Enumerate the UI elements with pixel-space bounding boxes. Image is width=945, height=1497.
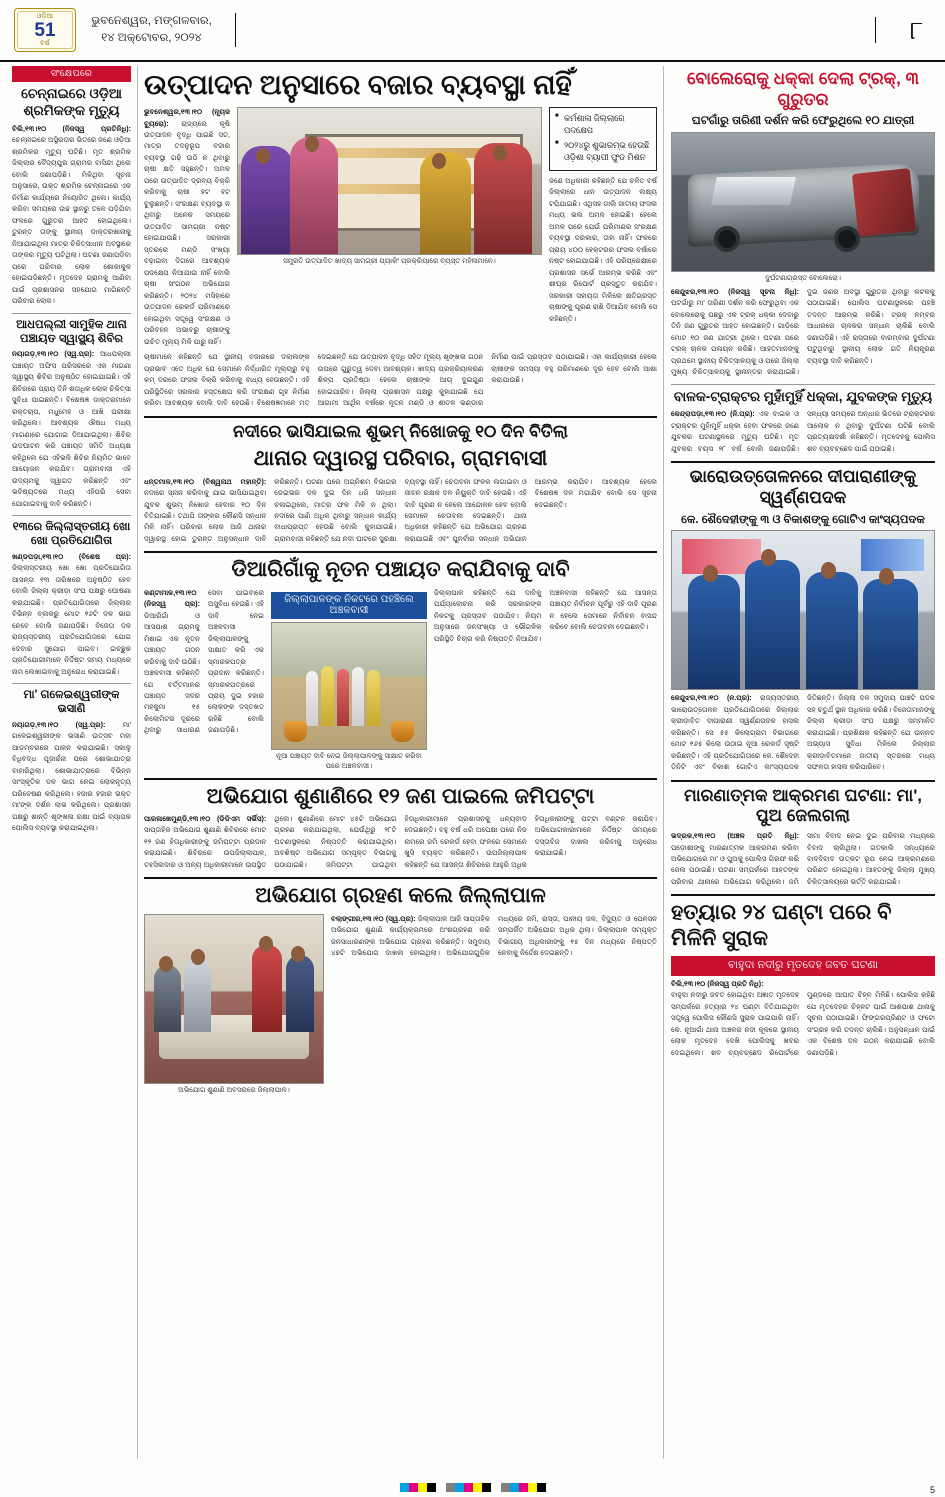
brief-2-headline: ଆଧପଲ୍ଲୀ ସାମୁହିକ ଥାନା ପଞ୍ଚାୟତ ସ୍ୱାସ୍ଥ୍ୟ ଶିବିର: [16, 318, 127, 345]
face-4: [493, 145, 507, 161]
swatch-magenta: [519, 1483, 528, 1492]
bolero-body: [671, 287, 935, 379]
planter-left: [284, 721, 307, 741]
logo-ring: [17, 11, 73, 49]
river-story-headline: ଥାନାର ଦ୍ୱାରସ୍ଥ ପରିବାର, ଗ୍ରାମବାସୀ: [253, 447, 548, 471]
person-3: [420, 152, 472, 254]
youth-headline: ବାଳକ-ଟ୍ରାକ୍ଟର ମୁହାଁମୁହିଁ ଧକ୍କା, ଯୁବକଙ୍କ ମୃତ୍ୟୁ: [673, 388, 933, 404]
divider: [12, 515, 131, 516]
lead-para-2: ସରକାରୀ ସ୍ତରରେ ମଣ୍ଡି ସଂଖ୍ୟା ବଢ଼ାଇବା ଦିଗରେ ଆବଶ୍ୟକ ପଦକ୍ଷେପ ନିଆଯାଉ ନାହିଁ ବୋଲି ଚାଷୀ ସଂଗଠନ ଅଭିଯୋଗ କରିଛନ୍ତି। ୨୦୨୪ ମସିହାରେ ଉତ୍ପାଦନ ରେକର୍ଡ ପରିମାଣରେ ହୋଇଥିବା ସତ୍ତ୍ୱେ ସଂରକ୍ଷଣ ଓ ପରିବହନ ଅଭାବରୁ ଚାଷୀଙ୍କୁ ଉଚିତ ମୂଲ୍ୟ ମିଳି ପାରୁ ନାହିଁ।: [144, 234, 230, 346]
swatch-gray: [446, 1483, 455, 1492]
swatch-cyan: [455, 1483, 464, 1492]
planter-right: [391, 721, 414, 741]
backdrop-banner-right: [861, 539, 924, 571]
weightlifting-body-1: ରାଜ୍ୟସ୍ତରୀୟ ଭାରୋଉତ୍ତୋଳନ ପ୍ରତିଯୋଗିତାରେ ଜିଲ୍ଲାର କ୍ରୀଡ଼ାବିତ ଦୀପାରାଣୀ ସ୍ୱର୍ଣ୍ଣପଦକ ହାସଲ କରିଛନ୍ତି। ସେ ୫୫ କିଲୋଗ୍ରାମ ବିଭାଗରେ ମୋଟ ୧୬୫ କିଲୋ ଉଠାଇ ନୂଆ ରେକର୍ଡ ସୃଷ୍ଟି କରିଛନ୍ତି।: [671, 694, 799, 760]
bolero-body-1: ଘଟଗାଁରୁ ମା' ତାରିଣୀ ଦର୍ଶନ କରି ଫେରୁଥିବା ଏକ ବୋଲେରୋକୁ ପଛରୁ ଏକ ଟ୍ରକ୍ ଧକ୍କା ଦେବାରୁ ତିନି ଜଣ ଗୁରୁତର ଆହତ ହୋଇଛନ୍ତି। ଗାଡ଼ିରେ ମୋଟ ୧୦ ଜଣ ଯାତ୍ରୀ ଥିଲେ।: [671, 299, 799, 342]
face-4: [291, 946, 305, 962]
land-headline: ଅଭିଯୋଗ ଶୁଣାଣିରେ ୧୨ ଜଣ ପାଇଲେ ଜମିପଟ୍ଟା: [206, 784, 595, 808]
lead-photo-block: [237, 107, 542, 348]
divider: [12, 683, 131, 684]
weightlifting-dateline: କେନ୍ଦୁଝର,୧୩।୧୦ (ନ.ପ୍ର):: [671, 694, 752, 703]
panchayat-photo-caption: ନୂଆ ପଞ୍ଚାୟତ ଦାବି ନେଇ ଜିଲ୍ଲାପାଳଙ୍କୁ ସାକ୍ଷାତ କରିବା ପରେ ଅଞ୍ଚଳବାସୀ।: [276, 753, 422, 770]
land-body-4: ଉପଜିଲ୍ଲାପାଳ କହିଛନ୍ତି ଯେ ଆସନ୍ତା ଶିବିରରେ ଆହୁରି ଅଧିକ ହିତାଧିକାରୀଙ୍କୁ ପଟ୍ଟା ବଣ୍ଟନ କରାଯିବ। ଅଭିଯୋଗକାରୀମାନେ ନିର୍ଦ୍ଦିଷ୍ଟ ସମୟରେ ଦସ୍ତାବିଜ ଦାଖଲ କରିବାକୁ ଅନୁରୋଧ କରାଯାଇଛି।: [404, 814, 657, 869]
collector-body-2: ଅଭିଯୋଗଗୁଡ଼ିକ ମଧ୍ୟରେ ଜମି, ରାସ୍ତା, ପାନୀୟ ଜଳ, ବିଦ୍ୟୁତ ଓ ପେନସନ ସମ୍ପର୍କିତ ଅଭିଯୋଗ ଅଧିକ ଥିଲା। ଜିଲ୍ଲାପାଳ ସମ୍ପୃକ୍ତ ବିଭାଗୀୟ ଅଧିକାରୀଙ୍କୁ ୧୫ ଦିନ ମଧ୍ୟରେ ନିଷ୍ପତ୍ତି ନେବାକୁ ନିର୍ଦ୍ଦେଶ ଦେଇଛନ୍ତି।: [446, 914, 657, 957]
swatch-yellow: [528, 1483, 537, 1492]
panchayat-dateline: କଣ୍ଟାମାଳ,୧୩।୧୦ (ନିଜସ୍ୱ ପ୍ର):: [144, 588, 200, 609]
masthead: [0, 0, 945, 62]
wheel-rear: [834, 226, 860, 252]
panchayat-body-1: ଡିଆରିଗାଁ ଓ ଆସପାଶ ଗ୍ରାମକୁ ମିଶାଇ ଏକ ନୂତନ ପଞ୍ଚାୟତ ଗଠନ କରିବାକୁ ଦାବି ଉଠିଛି। ଅଞ୍ଚଳବାସୀ କହିଛନ୍ତି ଯେ ବର୍ତ୍ତମାନର ପଞ୍ଚାୟତ ସଦର ମହକୁମା ୧୫ କିଲୋମିଟର ଦୂରରେ ଥିବାରୁ ସାଧାରଣ ସେବା ପାଇବାରେ ଅସୁବିଧା ହେଉଛି।: [144, 588, 264, 735]
divider: [144, 416, 657, 418]
lead-bullet-1: ■ କର୍ମଶାଳା ଜିଲ୍ଲାରେ ପଦକ୍ଷେପ: [555, 112, 651, 137]
athlete-2: [745, 560, 800, 690]
panchayat-body-3: ଜିଲ୍ଲାପାଳ କହିଛନ୍ତି ଯେ ଦାବିକୁ ପର୍ଯ୍ୟାଲୋଚନା କରି ସରକାରଙ୍କ ନିକଟକୁ ପ୍ରସ୍ତାବ ପଠାଯିବ। ନିୟମ ଅନୁସାରେ ଜନସଂଖ୍ୟା ଓ ଭୌଗଳିକ ପରିସ୍ଥିତି ବିଚାର କରି ନିଷ୍ପତ୍ତି ନିଆଯିବ।: [434, 588, 542, 643]
youth-dateline: କେନ୍ଦ୍ରାପଡ଼ା,୧୩।୧୦ (ନି.ପ୍ର):: [671, 410, 755, 419]
athlete-4: [863, 579, 918, 690]
person-4: [286, 955, 314, 1032]
bolero-subhead: ଘଟଗାଁରୁ ତାରିଣୀ ଦର୍ଶନ କରି ଫେରୁଥିଲେ ୧୦ ଯାତ୍ରୀ: [691, 115, 915, 128]
panchayat-headline: ଡିଆରିଗାଁକୁ ନୂତନ ପଞ୍ଚାୟତ କରାଯିବାକୁ ଦାବି: [231, 558, 570, 582]
collectorate-delegation-photo: [271, 622, 427, 750]
weightlifting-headline: ଭାରୋଉତ୍ତୋଳନରେ ଦୀପାରାଣୀଙ୍କୁ ସ୍ୱର୍ଣ୍ଣପଦକ: [689, 467, 917, 508]
face-1: [159, 956, 173, 972]
person-3: [252, 945, 282, 1032]
brief-3-headline: ୧୩ରେ ଜିଲ୍ଲାସ୍ତରୀୟ ଖୋ ଖୋ ପ୍ରତିଯୋଗିତା: [12, 521, 131, 548]
divider: [671, 461, 935, 463]
briefs-kicker: ସଂକ୍ଷେପରେ: [12, 66, 131, 82]
river-body-1: ନଦୀରେ ସ୍ନାନ କରିବାକୁ ଯାଇ ଭାସିଯାଇଥିବା ଯୁବକ ଶୁଭମ୍ ନିଖୋଜ ହେବାର ୧୦ ଦିନ ବିତିଯାଇଛି। ତଥାପି ତାଙ୍କର କୌଣସି ସନ୍ଧାନ ମିଳି ନାହିଁ। ପରିବାର ଲୋକ ଆଜି ଥାନାର ଦ୍ୱାରସ୍ଥ ହୋଇ ତୁରନ୍ତ ଅନୁସନ୍ଧାନ ଦାବି କରିଛନ୍ତି।: [144, 477, 303, 543]
lead-body-columns: [144, 352, 657, 409]
lead-sidebar: [549, 107, 657, 348]
land-body: [144, 814, 657, 871]
murder-dateline-line: [671, 979, 935, 990]
divider: [12, 313, 131, 314]
lead-sidebar-text: ଜଣେ ଅଧିକାରୀ କହିଛନ୍ତି ଯେ ଚଳିତ ବର୍ଷ ଜିଲ୍ଲାରେ ଧାନ ଉତ୍ପାଦନ ଲକ୍ଷ୍ୟ ଟପିଯାଇଛି। ଏଥିସହ ଡାଲି ଜାତୀୟ ଫସଲ ମଧ୍ୟ ଭଲ ଅମଳ ହୋଇଛି। ହେଲେ ଅମଳ ପରେ ଯେଉଁ ପରିମାଣର ସଂରକ୍ଷଣ ବ୍ୟବସ୍ଥା ଦରକାର, ତାହା ନାହିଁ। ଫଳରେ ପ୍ରାୟ ୪୦୦ ହେକ୍ଟରର ଫସଲ ବର୍ଷାରେ ନଷ୍ଟ ହୋଇଯାଇଛି। ଏହି ପରିପ୍ରେକ୍ଷୀରେ ପ୍ରଶାସନ ସର୍ଭେ ଆରମ୍ଭ କରିଛି ଏବଂ ଶୀଘ୍ର ରିପୋର୍ଟ ପ୍ରସ୍ତୁତ କରାଯିବ। ସରକାରୀ ସହାୟତା ମିଳିଲେ କ୍ଷତିଗ୍ରସ୍ତ ଚାଷୀଙ୍କୁ ପୂରଣ ରାଶି ଦିଆଯିବ ବୋଲି ସେ କହିଛନ୍ତି।: [549, 176, 657, 323]
bolero-body-2: ଘଟଣା ପରେ ଟ୍ରକ୍ ଚାଳକ ପଳାୟନ କରିଛି। ଆହତମାନଙ୍କୁ ପ୍ରଥମେ ସ୍ଥାନୀୟ ଚିକିତ୍ସାଳୟକୁ ଓ ପରେ ଜିଲ୍ଲା ମୁଖ୍ୟ ଚିକିତ୍ସାଳୟକୁ ସ୍ଥାନାନ୍ତର କରାଯାଇଛି। ଦୁଇ ଜଣର ଅବସ୍ଥା ଗୁରୁତର ଥିବାରୁ କଟକକୁ ପଠାଯାଇଛି।: [671, 287, 935, 377]
main-column: [138, 66, 663, 1459]
registration-color-bar: [0, 1481, 945, 1493]
attack-body: [671, 831, 935, 888]
face-3: [259, 936, 273, 952]
grievance-hearing-photo: [144, 914, 324, 1084]
youth-body-1: ଏକ ବାଇକ ଓ ଟ୍ରାକ୍ଟର ମୁହାଁମୁହିଁ ଧକ୍କା ହେବା ଫଳରେ ଜଣେ ଯୁବକର ଘଟଣାସ୍ଥଳରେ ମୃତ୍ୟୁ ଘଟିଛି। ମୃତ ଯୁବକର ବୟସ ୨୮ ବର୍ଷ ବୋଲି ଜଣାପଡ଼ିଛି।: [671, 410, 799, 453]
person-2: [321, 666, 333, 726]
bolero-photo-caption: ଦୁର୍ଘଟଣାଗ୍ରସ୍ତ ବୋଲେରୋ।: [765, 274, 841, 282]
lead-body-1: ଚାଷୀମାନେ କହିଛନ୍ତି ଯେ ସ୍ଥାନୀୟ ବଜାରରେ ଦଲାଲଙ୍କ ପ୍ରଭାବ ଏତେ ଅଧିକ ଯେ ସେମାନେ ନିର୍ଦ୍ଧାରିତ ମୂଲ୍ୟରୁ ବହୁ କମ୍ ଦରରେ ଫସଲ ବିକ୍ରି କରିବାକୁ ବାଧ୍ୟ ହେଉଛନ୍ତି। ଏହି ପରିସ୍ଥିତିରେ ସରକାର ହସ୍ତକ୍ଷେପ କରି ସଂରକ୍ଷଣ ଗୃହ ନିର୍ମାଣ କରିବା ଆବଶ୍ୟକ ବୋଲି ଦାବି ହେଉଛି।: [144, 353, 310, 408]
wrecked-suv-photo: [671, 132, 935, 272]
brief-1-text: ଚେନ୍ନାଇରେ ଅସ୍ଥିରତାର ଭିତରେ ଜଣେ ଓଡ଼ିଆ ଶ୍ରମିକର ମୃତ୍ୟୁ ଘଟିଛି। ମୃତ ଶ୍ରମିକ ଜିଲ୍ଲାର ବୈଦ୍ୟପୁର ଗ୍ରାମର ବାସିନ୍ଦା ଥିଲେ ବୋଲି ଜଣାପଡ଼ିଛି। ମିଳିଥିବା ସୂଚନା ଅନୁସାରେ, ଉକ୍ତ ଶ୍ରମିକ ଚେନ୍ନାଇରେ ଏକ ନିର୍ମାଣ କାର୍ଯ୍ୟରେ ନିୟୋଜିତ ଥିଲେ। କାର୍ଯ୍ୟ କରିବା ସମୟରେ ଉଚ୍ଚ ସ୍ଥାନରୁ ତଳେ ପଡ଼ିଯିବା ଫଳରେ ଗୁରୁତର ଆହତ ହୋଇଥିଲେ। ତୁରନ୍ତ ତାଙ୍କୁ ସ୍ଥାନୀୟ ଡାକ୍ତରଖାନାକୁ ନିଆଯାଇଥିଲା ମାତ୍ର ଚିକିତ୍ସାଧୀନ ଅବସ୍ଥାରେ ତାଙ୍କର ମୃତ୍ୟୁ ଘଟିଥିଲା। ଘଟଣା ଜଣାପଡ଼ିବା ପରେ ପରିବାର ଲୋକ ଶୋକାକୁଳ ହୋଇପଡ଼ିଛନ୍ତି। ମୃତଦେହ ଗ୍ରାମକୁ ଆଣିବା ପାଇଁ ପ୍ରଶାସନର ସହଯୋଗ ମାଗିଛନ୍ତି ପରିବାର ଲୋକ।: [12, 136, 131, 306]
swatch-black: [427, 1483, 436, 1492]
lead-photo-caption: ସମ୍ପ୍ରତି ଉତ୍ପାଦିତ ଖାଦ୍ୟ ସାମଗ୍ରୀ ପ୍ୟାକିଂ ପ୍ରକ୍ରିୟାରେ ବ୍ୟସ୍ତ ମହିଳାମାନେ।: [283, 258, 496, 266]
collector-block: [144, 914, 657, 1096]
face-1: [256, 148, 270, 164]
panchayat-photo-banner: ଜିଲ୍ଲାପାଳଙ୍କ ନିକଟରେ ପହଞ୍ଚିଲେ ଅଞ୍ଚଳବାସୀ: [271, 592, 427, 620]
person-2: [184, 958, 211, 1032]
brief-4-dateline: ନୟାଗଡ଼,୧୩।୧୦ (ସ୍ୱ.ପ୍ର):: [12, 720, 106, 729]
color-group-3: [501, 1483, 546, 1492]
crash-damage: [852, 169, 916, 238]
swatch-cyan: [400, 1483, 409, 1492]
swatch-yellow: [418, 1483, 427, 1492]
brief-4-text: ମା' ଗଳେଇଶ୍ୱରୀଙ୍କ ଭସାଣି ଉତ୍ସବ ମହା ଆଡ଼ମ୍ବରରେ ପାଳନ କରାଯାଇଛି। ସକାଳୁ ବିଧିବଦ୍ଧ ପୂଜାର୍ଚ୍ଚନା ପରେ ଶୋଭାଯାତ୍ରା ବାହାରିଥିଲା। ଶୋଭାଯାତ୍ରାରେ ବିଭିନ୍ନ ସାଂସ୍କୃତିକ ଦଳ ଭାଗ ନେଇ ଲୋକନୃତ୍ୟ ପରିବେଷଣ କରିଥିଲେ। ହଜାର ହଜାର ଭକ୍ତ ମା'ଙ୍କ ଦର୍ଶନ ଲାଭ କରିଥିଲେ। ପ୍ରଶାସନ ପକ୍ଷରୁ ଶାନ୍ତି ଶୃଙ୍ଖଳା ରକ୍ଷା ପାଇଁ ବ୍ୟାପକ ପୋଲିସ ବ୍ୟବସ୍ଥା କରାଯାଇଥିଲା।: [12, 720, 131, 833]
building-backdrop: [272, 623, 426, 676]
swatch-magenta: [409, 1483, 418, 1492]
panchayat-right-text: [434, 588, 657, 772]
land-body-2: ଶୁଣାଣିରେ ମୋଟ ୪୫ଟି ଅଭିଯୋଗ ଗ୍ରହଣ କରାଯାଇଥିଲା, ଯେଉଁଥିରୁ ୨୮ଟି ଘଟଣାସ୍ଥଳରେ ନିଷ୍ପତ୍ତି କରାଯାଇଥିଲା। ଅବଶିଷ୍ଟ ଅଭିଯୋଗ ସମ୍ପୃକ୍ତ ବିଭାଗକୁ ପଠାଯାଇଛି।: [274, 814, 397, 869]
wheel-front: [714, 226, 740, 252]
murder-body-2: କେ. ନୂଆଗାଁ ଥାନା ଅଞ୍ଚଳର ନଦୀ କୂଳରେ ସ୍ଥାନୀୟ ଲୋକ ମୃତଦେହ ଦେଖି ପୋଲିସକୁ ଖବର ଦେଇଥିଲେ। ଶବ ବ୍ୟବଚ୍ଛେଦ ରିପୋର୍ଟରେ ମୁଣ୍ଡରେ ଆଘାତ ଚିହ୍ନ ମିଳିଛି।: [671, 991, 894, 1057]
lead-body-2: ବିଶେଷଜ୍ଞମାନେ ମତ ଦେଇଛନ୍ତି ଯେ ଉତ୍ପାଦନ ବୃଦ୍ଧି ସହିତ ମୂଲ୍ୟ ଶୃଙ୍ଖଳା ଗଠନ ଉପରେ ଗୁରୁତ୍ୱ ଦେବା ଆବଶ୍ୟକ। ଖାଦ୍ୟ ପ୍ରକ୍ରିୟାକରଣ ଶିଳ୍ପ ପ୍ରତିଷ୍ଠା ହେଲେ ଚାଷୀଙ୍କ ଆୟ ଦୁଇଗୁଣ ହୋଇପାରିବ।: [256, 353, 484, 408]
right-column: [663, 66, 935, 1459]
masthead-date: ୧୪ ଅକ୍ଟୋବର, ୨୦୨୪: [101, 32, 202, 44]
weightlifting-subhead: କେ. ଶୈଦେହୀଙ୍କୁ ୩ ଓ ବିକାଶଙ୍କୁ ଗୋଟିଏ କାଂସ୍ୟପଦକ: [681, 513, 925, 526]
collector-photo-caption: ଅଭିଯୋଗ ଶୁଣାଣି ଅବସରରେ ଜିଲ୍ଲାପାଳ।: [178, 1086, 290, 1094]
swatch-cyan: [510, 1483, 519, 1492]
weightlifting-body-3: ବିଜେତାମାନଙ୍କୁ ଜିଲ୍ଲା କ୍ରୀଡ଼ା ସଂଘ ପକ୍ଷରୁ ସମ୍ମାନିତ କରାଯାଇଛି। ପ୍ରଶିକ୍ଷକ କହିଛନ୍ତି ଯେ ଉନ୍ନତ ଅଭ୍ୟାସ ସୁବିଧା ମିଳିଲେ ଜିଲ୍ଲାର କ୍ରୀଡ଼ାବିତମାନେ ଜାତୀୟ ସ୍ତରରେ ମଧ୍ୟ ସଫଳତା ହାସଲ କରିପାରିବେ।: [807, 705, 935, 772]
river-story-kicker: ନଦୀରେ ଭାସିଯାଇଲ ଶୁଭମ୍ ନିଖୋଜକୁ ୧୦ ଦିନ ବିତିଲା: [232, 421, 568, 441]
attack-body-2: ଜମି ସୀମା ବିବାଦ ନେଇ ଦୁଇ ପରିବାର ମଧ୍ୟରେ ବିବାଦ ଚାଲିଥିଲା। ଗତକାଲି ସନ୍ଧ୍ୟାରେ ବାଦବିବାଦ ଉତ୍କଟ ରୂପ ନେଇ ଆକ୍ରମଣରେ ପରିଣତ ହୋଇଥିଲା। ଆହତଙ୍କୁ ଜିଲ୍ଲା ମୁଖ୍ୟ ଚିକିତ୍ସାଳୟରେ ଭର୍ତ୍ତି କରାଯାଇଛି।: [788, 832, 935, 886]
murder-subhead-band: ବାହୁଦା ନଦୀରୁ ମୃତଦେହ ଜବତ ଘଟଣା: [671, 956, 935, 976]
face-4: [879, 568, 894, 585]
attack-dateline: ଭଦ୍ରକ,୧୩।୧୦ (ଅଞ୍ଚଳ ପ୍ରତି ନିଧି):: [671, 832, 799, 841]
newspaper-logo: [14, 8, 76, 52]
brief-4-body: [12, 720, 131, 835]
lead-para-1: ରାଜ୍ୟରେ କୃଷି ଉତ୍ପାଦନ ବୃଦ୍ଧି ପାଇଛି ସତ, ମାତ୍ର ତଦନୁରୂପ ବଜାର ବ୍ୟବସ୍ଥା ଗଢ଼ି ଉଠି ନ ଥିବାରୁ ଚାଷୀ କ୍ଷତି ସହୁଛନ୍ତି। ଅମଳ ପରେ ଉତ୍ପାଦିତ ଦ୍ରବ୍ୟ ବିକ୍ରି କରିବାକୁ ଚାଷୀ ହଟ ହଟ ବୁଲୁଛନ୍ତି। ସଂରକ୍ଷଣ ବ୍ୟବସ୍ଥା ନ ଥିବାରୁ ଅନେକ ସମୟରେ ଉତ୍ପାଦିତ ସାମଗ୍ରୀ ନଷ୍ଟ ହୋଇଯାଉଛି।: [144, 119, 230, 243]
face-2: [761, 549, 776, 566]
weightlifting-body-2: ଏହି ପ୍ରତିଯୋଗିତାରେ କେ. ଶୈଦେହୀ ତିନିଟି ଏବଂ ବିକାଶ ଗୋଟିଏ କାଂସ୍ୟପଦକ ଜିତିଛନ୍ତି। ଜିଲ୍ଲା ଦଳ ସମୁଦାୟ ପାଞ୍ଚଟି ପଦକ ସହ ଚତୁର୍ଥ ସ୍ଥାନ ଅଧିକାର କରିଛି।: [671, 694, 935, 772]
brief-1-headline: ଚେନ୍ନାଇରେ ଓଡ଼ିଆ ଶ୍ରମିକଙ୍କ ମୃତ୍ୟୁ: [21, 86, 122, 118]
bolero-dateline: କେନ୍ଦୁଝର,୧୩।୧୦ (ନିଜସ୍ୱ ସୂଚନା ନିଧି):: [671, 287, 799, 296]
murder-body: [671, 990, 935, 1059]
collector-photo-block: [144, 914, 324, 1096]
land-dateline: ପାରଳାଖେମୁଣ୍ଡି,୧୩।୧୦ (ଡିଡିଏମ ସର୍ଭିସ):: [144, 814, 267, 823]
logo-top-text: ଓଡ଼ିଆ: [36, 12, 54, 20]
brief-1-dateline: ବିଲି,୧୩।୧୦ (ନିଜସ୍ୱ ପ୍ରତିନିଧି):: [12, 124, 131, 133]
collector-headline: ଅଭିଯୋଗ ଗ୍ରହଣ କଲେ ଜିଲ୍ଲାପାଳ: [255, 884, 546, 908]
bolero-body-3: ପୋଲିସ ଘଟଣାସ୍ଥଳରେ ପହଞ୍ଚି ତଦନ୍ତ ଆରମ୍ଭ କରିଛି। ଟ୍ରକ୍ ନମ୍ବର ଆଧାରରେ ଚାଳକର ସନ୍ଧାନ ଚାଲିଛି ବୋଲି ଜଣାପଡ଼ିଛି। ଏହି ରାସ୍ତାରେ ବାରମ୍ବାର ଦୁର୍ଘଟଣା ଘଟୁଥିବାରୁ ସ୍ଥାନୀୟ ଲୋକ ଗତି ନିୟନ୍ତ୍ରଣ ବ୍ୟବସ୍ଥା ଦାବି କରିଛନ୍ତି।: [807, 299, 935, 365]
color-group-1: [400, 1483, 436, 1492]
divider: [671, 780, 935, 782]
collector-dateline: ବଲାଙ୍ଗୀର,୧୩।୧୦ (ସ୍ୱ.ପ୍ର):: [331, 914, 416, 923]
river-story-body: [144, 477, 657, 546]
divider: [671, 894, 935, 896]
divider: [144, 778, 657, 780]
panchayat-body-2: ଏହି ଦାବି ନେଇ ଅଞ୍ଚଳବାସୀ ଜିଲ୍ଲାପାଳଙ୍କୁ ସାକ୍ଷାତ କରି ଏକ ସ୍ମାରକପତ୍ର ପ୍ରଦାନ କରିଛନ୍ତି। ସ୍ମାରକପତ୍ରରେ ପ୍ରାୟ ଦୁଇ ହଜାର ଲୋକଙ୍କ ଦସ୍ତଖତ ରହିଛି ବୋଲି ଜଣାପଡ଼ିଛି।: [208, 600, 264, 735]
swatch-yellow: [473, 1483, 482, 1492]
lead-intro-text: [144, 107, 230, 348]
river-body-3: ଗ୍ରାମବାସୀ କହିଛନ୍ତି ଯେ ନଦୀ ଘାଟରେ ସୁରକ୍ଷା ବ୍ୟବସ୍ଥା ନାହିଁ। ଚେତାବନୀ ଫଳକ ଲଗାଇବା ଓ ଜୀବନ ରକ୍ଷକ ଦଳ ନିୟୁକ୍ତି ଦାବି ହେଉଛି। ଏହି ଦାବି ପୂରଣ ନ ହେଲେ ଆନ୍ଦୋଳନ ହେବ ବୋଲି ସେମାନେ ଚେତାବନୀ ଦେଇଛନ୍ତି।: [274, 477, 527, 543]
page-content: [0, 62, 945, 1459]
page-number: 5: [929, 1485, 935, 1495]
youth-body: [671, 409, 935, 455]
murder-headline: ହତ୍ୟାର ୨୪ ଘଣ୍ଟା ପରେ ବି ମିଳିନି ସୁରାକ: [671, 901, 892, 950]
divider: [144, 877, 657, 879]
masthead-page-mark: ୮: [875, 17, 935, 43]
left-column: [12, 66, 138, 1459]
lead-body-3: ଜିଲ୍ଲା ପ୍ରଶାସନ ପକ୍ଷରୁ କୁହାଯାଇଛି ଯେ ଆଗାମୀ ଆର୍ଥିକ ବର୍ଷରେ ନୂତନ ମଣ୍ଡି ଓ ଶୀତଳ ଭଣ୍ଡାର ନିର୍ମାଣ ପାଇଁ ପ୍ରସ୍ତାବ ପଠାଯାଇଛି। ଏହା କାର୍ଯ୍ୟକାରୀ ହେଲେ ଚାଷୀଙ୍କ ସମସ୍ୟା ବହୁ ପରିମାଣରେ ଦୂର ହେବ ବୋଲି ଆଶା କରାଯାଉଛି।: [317, 353, 657, 408]
swatch-gray: [501, 1483, 510, 1492]
windshield: [711, 177, 795, 205]
lead-bullet-box: [549, 107, 657, 171]
collector-body-1: ଜିଲ୍ଲାପାଳ ଆଜି ସାପ୍ତାହିକ ଅଭିଯୋଗ ଶୁଣାଣି କାର୍ଯ୍ୟକ୍ରମରେ ଅଂଶଗ୍ରହଣ କରି ଜନସାଧାରଣଙ୍କ ଅଭିଯୋଗ ଗ୍ରହଣ କରିଛନ୍ତି। ସମୁଦାୟ ୪୭ଟି ଅଭିଯୋଗ ଦାଖଲ ହୋଇଥିଲା।: [331, 914, 490, 957]
person-1: [306, 671, 318, 726]
bakery-women-photo: [237, 107, 542, 255]
river-body-4: ଥାନା ଅଧିକାରୀ କହିଛନ୍ତି ଯେ ଅଭିଯୋଗ ଗ୍ରହଣ କରାଯାଇଛି ଏବଂ ପୁନର୍ବାର ସନ୍ଧାନ ଅଭିଯାନ ଆରମ୍ଭ କରାଯିବ। ଆବଶ୍ୟକ ହେଲେ ବିଶେଷଜ୍ଞ ଦଳ ମଗାଯିବ ବୋଲି ସେ ସୂଚନା ଦେଇଛନ୍ତି।: [404, 477, 657, 543]
panchayat-body-4: ଅଞ୍ଚଳବାସୀ କହିଛନ୍ତି ଯେ ଆସନ୍ତା ପଞ୍ଚାୟତ ନିର୍ବାଚନ ପୂର୍ବରୁ ଏହି ଦାବି ପୂରଣ ନ ହେଲେ ସେମାନେ ନିର୍ବାଚନ ବାସନ୍ଦ କରିବେ ବୋଲି ଚେତାବନୀ ଦେଇଛନ୍ତି।: [549, 588, 657, 632]
youth-body-2: ସନ୍ଧ୍ୟା ସମୟରେ ଅନ୍ଧାର ଭିତରେ ଟ୍ରାକ୍ଟରର ଆଲୋକ ନ ଥିବାରୁ ଦୁର୍ଘଟଣା ଘଟିଛି ବୋଲି ପ୍ରତ୍ୟକ୍ଷଦର୍ଶୀ କହିଛନ୍ତି। ମୃତଦେହକୁ ପୋଲିସ ଶବ ବ୍ୟବଚ୍ଛେଦ ପାଇଁ ପଠାଇଛି।: [807, 410, 935, 453]
face-3: [821, 562, 836, 579]
river-body-2: ଘଟଣା ପରେ ଅଗ୍ନିଶମ ବିଭାଗର ଡେଇଭର ଦଳ ଦୁଇ ଦିନ ଧରି ସନ୍ଧାନ ଚଳାଇଥିଲେ, ମାତ୍ର ଫଳ ମିଳି ନ ଥିଲା। ନଦୀରେ ପାଣି ଅଧିକ ଥିବାରୁ ସନ୍ଧାନ କାର୍ଯ୍ୟ ବାଧାପ୍ରାପ୍ତ ହେଉଛି ବୋଲି କୁହାଯାଇଛି।: [274, 477, 397, 532]
masthead-dateline: [86, 13, 236, 48]
athlete-3: [806, 572, 858, 689]
person-2: [290, 137, 338, 254]
color-group-2: [446, 1483, 491, 1492]
attack-body-1: ପଡ଼ୋଶୀଙ୍କୁ ମାରଣାତ୍ମକ ଆକ୍ରମଣ କରିବା ଅଭିଯୋଗରେ ମା' ଓ ପୁଅକୁ ପୋଲିସ ଗିରଫ କରି ଜେଲ ପଠାଇଛି। ଘଟଣା ସମ୍ପର୍କରେ ଆହତଙ୍କ ପରିବାର ଥାନାରେ ଅଭିଯୋଗ କରିଥିଲେ।: [671, 843, 799, 886]
medal-winners-photo: [671, 530, 935, 690]
person-5: [367, 670, 379, 727]
swatch-magenta: [464, 1483, 473, 1492]
land-body-1: ସାପ୍ତାହିକ ଅଭିଯୋଗ ଶୁଣାଣି ଶିବିରରେ ମୋଟ ୧୨ ଜଣ ହିତାଧିକାରୀଙ୍କୁ ଜମିପଟ୍ଟା ପ୍ରଦାନ କରାଯାଇଛି। ଶିବିରରେ ଉପଜିଲ୍ଲାପାଳ, ତହସିଲଦାର ଓ ଅନ୍ୟ ଅଧିକାରୀମାନେ ଉପସ୍ଥିତ ଥିଲେ।: [144, 814, 293, 869]
brief-2-text: ଆଧପଲ୍ଲୀ ପଞ୍ଚାୟତ ଅଫିସ ପରିସରରେ ଏକ ମାଗଣା ସ୍ୱାସ୍ଥ୍ୟ ଶିବିର ଅନୁଷ୍ଠିତ ହୋଇଯାଇଛି। ଏହି ଶିବିରରେ ପ୍ରାୟ ତିନି ଶତାଧିକ ଲୋକ ଚିକିତ୍ସା ସୁବିଧା ପାଇଛନ୍ତି। ବିଶେଷଜ୍ଞ ଡାକ୍ତରମାନେ ରକ୍ତଚାପ, ମଧୁମେହ ଓ ଆଖି ପରୀକ୍ଷା କରିଥିଲେ। ଆବଶ୍ୟକ ଔଷଧ ମଧ୍ୟ ମାଗଣାରେ ଯୋଗାଇ ଦିଆଯାଇଥିଲା। ଶିବିର ଉଦଘାଟନ କରି ପଞ୍ଚାୟତ ସମିତି ଅଧ୍ୟକ୍ଷ କହିଥିଲେ ଯେ ଏହିଭଳି ଶିବିର ନିୟମିତ ଭାବେ ଆୟୋଜନ କରାଯିବ। ଗ୍ରାମବାସୀ ଏହି ଉଦ୍ୟମକୁ ସ୍ୱାଗତ କରିଛନ୍ତି ଏବଂ ଭବିଷ୍ୟତରେ ମଧ୍ୟ ଏହିପରି ସେବା ଯୋଗାଇବାକୁ ଦାବି କରିଛନ୍ତି।: [12, 350, 131, 508]
brief-3-text: ଜିଲ୍ଲାସ୍ତରୀୟ ଖୋ ଖୋ ପ୍ରତିଯୋଗିତା ଆସନ୍ତା ୧୩ ତାରିଖରେ ଅନୁଷ୍ଠିତ ହେବ ବୋଲି ଜିଲ୍ଲା କ୍ରୀଡ଼ା ସଂଘ ପକ୍ଷରୁ ଘୋଷଣା କରାଯାଇଛି। ପ୍ରତିଯୋଗିତାରେ ଜିଲ୍ଲାର ବିଭିନ୍ନ ବ୍ଲକରୁ ମୋଟ ୧୬ଟି ଦଳ ଭାଗ ନେବେ ବୋଲି ଜଣାପଡ଼ିଛି। ବିଜେତା ଦଳ ରାଜ୍ୟସ୍ତରୀୟ ପ୍ରତିଯୋଗିତାରେ ଯୋଗ ଦେବାର ସୁଯୋଗ ପାଇବ। ଇଚ୍ଛୁକ ପ୍ରତିଯୋଗୀମାନେ ନିର୍ଦ୍ଦିଷ୍ଟ ସମୟ ମଧ୍ୟରେ ନାମ ଲେଖାଇବାକୁ ଅନୁରୋଧ କରାଯାଇଛି।: [12, 564, 131, 676]
weightlifting-body: [671, 693, 935, 773]
face-2: [305, 136, 319, 152]
lead-top-block: [144, 107, 657, 348]
lead-headline: ଉତ୍ପାଦନ ଅନୁସାରେ ବଜାର ବ୍ୟବସ୍ଥା ନାହିଁ: [144, 69, 572, 100]
murder-body-1: ବାହୁଦା ନଦୀରୁ ଜବତ ହୋଇଥିବା ଅଜ୍ଞାତ ମୃତଦେହ ସମ୍ପର୍କରେ ହତ୍ୟାର ୨୪ ଘଣ୍ଟା ବିତିଯାଇଥିବା ସତ୍ତ୍ୱେ ପୋଲିସ କୌଣସି ସୁରାକ ପାଇପାରି ନାହିଁ।: [671, 991, 799, 1023]
bolero-headline: ବୋଲେରୋକୁ ଧକ୍କା ଦେଲା ଟ୍ରକ୍, ୩ ଗୁରୁତର: [687, 69, 919, 109]
divider: [144, 551, 657, 553]
panchayat-left-text: [144, 588, 264, 772]
brief-3-dateline: ଖଣ୍ଡପଡ଼ା,୧୩।୧୦ (ବିଶେଷ ପ୍ର):: [12, 552, 131, 561]
swatch-black: [537, 1483, 546, 1492]
panchayat-block: [144, 588, 657, 772]
divider: [671, 384, 935, 385]
swatch-black: [482, 1483, 491, 1492]
athlete-1: [688, 575, 740, 689]
panchayat-photo-block: [271, 588, 427, 772]
land-body-3: ଜମିପଟ୍ଟା ପାଇଥିବା ହିତାଧିକାରୀମାନେ ପ୍ରଶାସନକୁ ଧନ୍ୟବାଦ ଦେଇଛନ୍ତି। ବହୁ ବର୍ଷ ଧରି ଅପେକ୍ଷା ପରେ ନିଜ ନାମରେ ଜମି ରେକର୍ଡ ହେବା ଫଳରେ ସେମାନେ ଖୁସି ବ୍ୟକ୍ତ କରିଛନ୍ତି।: [325, 814, 527, 869]
person-3: [337, 669, 349, 727]
lead-bullet-2: ■ ୨୦୨୪ରୁ ଶୁଭାରମ୍ଭ ହେଉଛି ଓଡ଼ିଶା ବ୍ୟାପୀ ଫୁଡ ମିଶନ: [555, 139, 651, 164]
person-4: [352, 667, 364, 726]
logo-bottom-text: ବର୍ଷ: [40, 39, 50, 47]
attack-headline: ମାରଣାତ୍ମକ ଆକ୍ରମଣ ଘଟଣା: ମା', ପୁଅ ଜେଲଗଲା: [684, 785, 922, 826]
logo-number: 51: [34, 19, 56, 41]
masthead-place: ଭୁବନେଶ୍ୱର, ମଙ୍ଗଳବାର,: [91, 14, 212, 27]
river-story-dateline: ଧନ୍ତମାଳ,୧୩।୧୦ (ବିଶ୍ୱନାଥ ମହାନ୍ତି):: [144, 477, 267, 486]
brief-2-body: [12, 349, 131, 510]
brief-4-headline: ମା' ଗଳେଇଶ୍ୱରୀଙ୍କ ଭସାଣି: [23, 689, 120, 716]
collector-text-block: [331, 914, 657, 1096]
brief-1-body: [12, 124, 131, 308]
brief-3-body: [12, 552, 131, 678]
murder-dateline: ବିଲି,୧୩।୧୦ (ନିଜସ୍ୱ ପ୍ରତି ନିଧି):: [671, 979, 764, 988]
person-1: [154, 965, 181, 1032]
murder-body-3: ପୋଲିସ କହିଛି ଯେ ମୃତଦେହର ଚିହ୍ନଟ ପାଇଁ ଆଶପାଶ ଥାନାକୁ ସୂଚନା ପଠାଯାଇଛି। ଫିଙ୍ଗରପ୍ରିଣ୍ଟ ଓ ଫଟୋ ସଂଗ୍ରହ କରି ତଦନ୍ତ ଚାଲିଛି। ଅନୁସନ୍ଧାନ ପାଇଁ ଏକ ବିଶେଷ ଦଳ ଗଠନ କରାଯାଇଛି ବୋଲି ଜଣାପଡ଼ିଛି।: [807, 991, 935, 1057]
lead-dateline: ଭୁବନେଶ୍ୱର,୧୩।୧୦ (ନ୍ୟୂଜ ବ୍ୟୁରୋ):: [144, 108, 230, 128]
brief-2-dateline: ନୟାଗଡ଼,୧୩।୧୦ (ସ୍ୱ.ପ୍ର):: [12, 350, 95, 359]
